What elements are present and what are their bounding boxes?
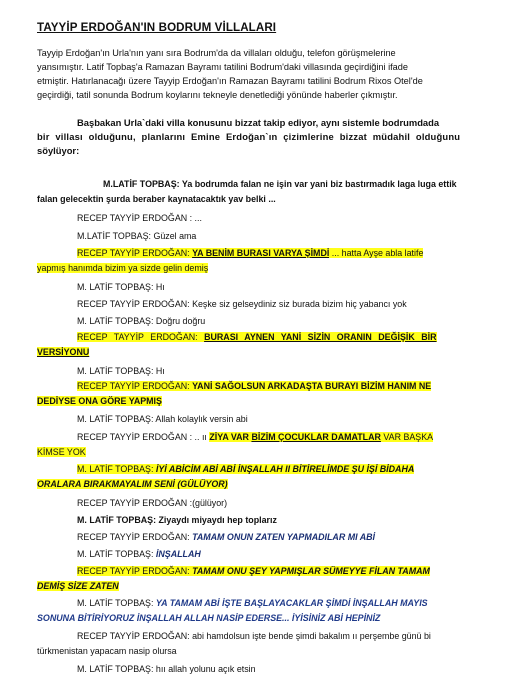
highlighted-quote: ORALARA BIRAKMAYALIM SENİ (GÜLÜYOR) [37,479,228,489]
highlighted-quote: ZİYA VAR [209,432,252,442]
dialogue-line [37,446,86,459]
intro-line: geçirdiği, tatil sonunda Bodrum koylarını tekneyle denetlediği yönünde haberler çıkmıştır. [37,90,398,100]
speaker-label: M. LATİF TOPBAŞ: [77,598,156,608]
summary-line: bir villası olduğunu, planlarını Emine Erdoğan`ın çizimlerine bizzat müdahil olduğunu [37,131,461,142]
dialogue-line [37,346,89,359]
emphasized-quote: TAMAM ONUN ZATEN YAPMADILAR MI ABİ [192,532,375,542]
dialogue-text: VAR BAŞKA [380,432,434,442]
summary-line: söylüyor: [37,145,80,156]
dialogue-line: RECEP TAYYİP ERDOĞAN :(gülüyor) [77,498,228,508]
highlighted-quote: TAMAM ONU ŞEY YAPMIŞLAR SÜMEYYE FİLAN TAMAM [192,566,430,576]
intro-line: Tayyip Erdoğan'ın Urla'nın yanı sıra Bodrum'da da villaları olduğu, telefon görüşmelerine [37,48,396,58]
dialogue-line [77,380,431,393]
dialogue-line [77,531,375,544]
dialogue-line [37,478,228,491]
intro-line: etmiştir. Hatırlanacağı üzere Tayyip Erdoğan'ın Ramazan Bayramı tatilini Bodrum Rixos Otel'de [37,76,423,86]
dialogue-line [77,331,437,344]
dialogue-line [77,247,423,260]
dialogue-line: türkmenistan yapacam nasip olursa [37,646,177,656]
intro-line: yansımıştır. Latif Topbaş'a Ramazan Bayramı tatilini Bodrum'daki villasında geçirdiğini ifade [37,62,409,72]
highlighted-quote: İYİ ABİCİM ABİ ABİ İNŞALLAH II BİTİRELİMDE ŞU İŞİ BİDAHA [155,464,415,474]
dialogue-line: falan gelecektin şurda beraber kaynatacaktık yav belki ... [37,194,276,204]
speaker-label: M. LATİF TOPBAŞ: [77,464,156,474]
dialogue-line: M. LATİF TOPBAŞ: Doğru doğru [77,316,206,326]
highlighted-quote: DEMİŞ SİZE ZATEN [37,581,119,591]
speaker-label: RECEP TAYYİP ERDOĞAN: [77,248,193,258]
dialogue-line: M. LATİF TOPBAŞ: Hı [77,282,165,292]
dialogue-line [77,463,414,476]
dialogue-line: M. LATİF TOPBAŞ: Hı [77,366,165,376]
emphasized-quote: İNŞALLAH [155,549,201,559]
dialogue-line: RECEP TAYYİP ERDOĞAN: abi hamdolsun işte bende şimdi bakalım ıı perşembe günü bi [77,631,431,641]
speaker-label: M. LATİF TOPBAŞ: [77,549,156,559]
highlighted-quote: YANİ SAĞOLSUN ARKADAŞTA BURAYI BİZİM HANIM NE [192,381,432,391]
dialogue-line: RECEP TAYYİP ERDOĞAN : ... [77,213,202,223]
dialogue-line [77,548,201,561]
highlighted-quote: VERSİYONU [37,347,90,357]
highlighted-quote: YA BENİM BURASI VARYA ŞİMDİ [192,248,330,258]
dialogue-text: ... hatta Ayşe abla latife [329,248,424,258]
speaker-label: RECEP TAYYİP ERDOĞAN: [77,566,193,576]
dialogue-line: RECEP TAYYİP ERDOĞAN: Keşke siz gelseydiniz siz burada bizim hiç yabancı yok [77,299,407,309]
dialogue-line: M. LATİF TOPBAŞ: Allah kolaylık versin abi [77,414,248,424]
emphasized-quote: YA TAMAM ABİ İŞTE BAŞLAYACAKLAR ŞİMDİ İNŞALLAH MAYIS [155,598,428,608]
speaker-label: RECEP TAYYİP ERDOĞAN : .. ıı [77,432,210,442]
dialogue-line [37,262,208,275]
highlighted-quote: BURASI AYNEN YANİ SİZİN ORANIN DEĞİŞİK BİR [204,332,437,342]
emphasized-quote: SONUNA BİTİRİYORUZ İNŞALLAH ALLAH NASİP EDERSE... İYİSİNİZ ABİ HEPİNİZ [37,613,381,623]
dialogue-line: M. LATİF TOPBAŞ: hıı allah yolunu açık etsin [77,664,256,674]
dialogue-line: M.LATİF TOPBAŞ: Güzel ama [77,231,197,241]
dialogue-line [37,395,162,408]
highlighted-quote: BİZİM ÇOCUKLAR DAMATLAR [251,432,381,442]
dialogue-line: M.LATİF TOPBAŞ: Ya bodrumda falan ne işin var yani biz bastırmadık laga luga ettik [103,179,457,189]
highlighted-quote: DEDİYSE ONA GÖRE YAPMIŞ [37,396,162,406]
dialogue-line [77,597,428,610]
dialogue-line [77,565,430,578]
speaker-label: RECEP TAYYİP ERDOĞAN: [77,532,193,542]
dialogue-line [37,612,380,625]
speaker-label: RECEP TAYYİP ERDOĞAN: [77,381,193,391]
dialogue-line: M. LATİF TOPBAŞ: Ziyaydı miyaydı hep toplarız [77,515,277,525]
dialogue-line [77,431,433,444]
dialogue-text: yapmış hanımda bizim ya sizde gelin demiş [37,263,209,273]
summary-line: Başbakan Urla`daki villa konusunu bizzat takip ediyor, aynı sistemle bodrumdada [77,117,440,128]
speaker-label: RECEP TAYYİP ERDOĞAN: [77,332,205,342]
dialogue-text: KİMSE YOK [37,447,86,457]
page-title: TAYYİP ERDOĞAN'IN BODRUM VİLLALARI [37,21,277,34]
dialogue-line [37,580,119,593]
